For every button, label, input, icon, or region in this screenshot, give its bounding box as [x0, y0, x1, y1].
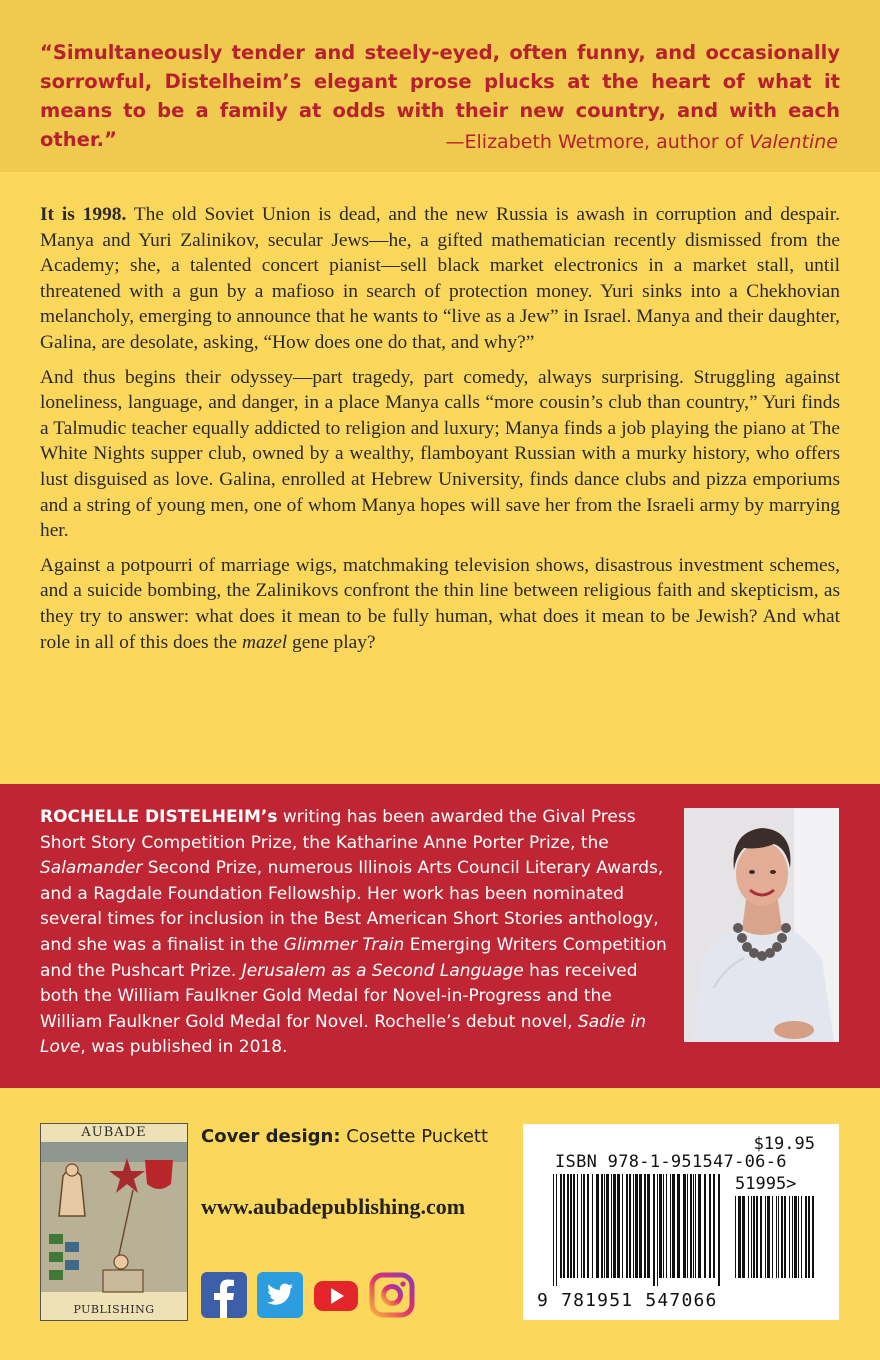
barcode-bar: [592, 1174, 593, 1278]
barcode-bar: [756, 1196, 758, 1278]
barcode-bar: [801, 1196, 802, 1278]
barcode-bars: [553, 1174, 817, 1294]
bio-italic: Jerusalem as a Second Language: [241, 960, 524, 981]
bio-italic: Salamander: [40, 858, 143, 879]
synopsis-paragraph-1: [40, 202, 840, 356]
synopsis-paragraph-3: [40, 553, 840, 655]
barcode-bar: [581, 1174, 582, 1278]
youtube-icon[interactable]: [313, 1272, 359, 1318]
author-name: ROCHELLE DISTELHEIM’s: [40, 807, 278, 827]
isbn-barcode: [523, 1124, 839, 1320]
synopsis-paragraph-2: And thus begins their odyssey—part tragedy, part comedy, always surprising. Struggling against loneliness, language, and danger, in a place Manya calls “more cousin’s club than country,” Yuri finds a Talmudic teacher equally addicted to religion and luxury; Manya finds a job playing the piano at The White Nights supper club, owned by a wealthy, flamboyant Russian with a murky history, who offers lust disguised as love. Galina, enrolled at Hebrew University, finds dance clubs and pizza emporiums and a string of young men, one of whom Manya hopes will save her from the Israeli army by marrying her.: [40, 366, 840, 542]
bio-text: Second Prize, numerous Illinois Arts Council Literary Awards, and a Ragdale Foundation Fellowship. Her work has been nominated several times for inclusion in the Best American Short Stories anthology, and she was a finalist in the: [40, 858, 664, 955]
barcode-bar: [781, 1196, 783, 1278]
barcode-bar: [808, 1196, 810, 1278]
barcode-bar: [812, 1196, 814, 1278]
barcode-bar: [687, 1174, 688, 1278]
barcode-bar: [583, 1174, 585, 1278]
synopsis-text: gene play?: [287, 631, 376, 653]
barcode-bar: [606, 1174, 609, 1278]
barcode-bar: [617, 1174, 620, 1278]
barcode-bar: [573, 1174, 575, 1278]
barcode-bar: [601, 1174, 603, 1278]
facebook-icon[interactable]: [201, 1272, 247, 1318]
barcode-bar: [611, 1174, 612, 1278]
barcode-bar: [635, 1174, 638, 1278]
barcode-bar: [639, 1174, 642, 1278]
barcode-bar: [760, 1196, 762, 1278]
publisher-logo: [40, 1123, 188, 1321]
barcode-bar: [767, 1196, 770, 1278]
barcode-bar: [577, 1174, 578, 1278]
barcode-bar: [670, 1174, 671, 1278]
barcode-bar: [683, 1174, 686, 1278]
barcode-bar: [563, 1174, 565, 1278]
barcode-bar: [792, 1196, 793, 1278]
synopsis-text: Against a potpourri of marriage wigs, matchmaking television shows, disastrous investment schemes, and a suicide bombing, the Zalinikovs confront the thin line between religious faith and skepticism, as they try to answer: what does it mean to be fully human, what does it mean to be Jewish? And what role in all of this does the: [40, 554, 840, 653]
barcode-bar: [657, 1174, 658, 1286]
barcode-bar: [644, 1174, 646, 1278]
bio-text: , was published in 2018.: [80, 1037, 288, 1058]
logo-wordmark-top: AUBADE: [81, 1125, 147, 1140]
quote-attribution: [446, 131, 838, 153]
cover-designer-name: Cosette Puckett: [340, 1126, 489, 1147]
barcode-bar: [604, 1174, 605, 1278]
barcode-bar: [587, 1174, 589, 1278]
barcode-bar: [570, 1174, 572, 1278]
logo-wordmark-bottom: PUBLISHING: [73, 1303, 155, 1316]
barcode-bar: [765, 1196, 766, 1278]
barcode-bar: [753, 1196, 755, 1278]
author-bio-band: [0, 784, 880, 1088]
bio-text: writing has been awarded the Gival Press Short Story Competition Prize, the Katharine Anne Porter Prize, the: [40, 807, 636, 853]
bio-italic: Glimmer Train: [283, 934, 405, 955]
barcode-bar: [653, 1174, 655, 1286]
barcode-bar: [784, 1196, 786, 1278]
barcode-bar: [663, 1174, 664, 1278]
barcode-bar: [695, 1174, 696, 1278]
barcode-bar: [647, 1174, 650, 1278]
barcode-bar: [704, 1174, 706, 1278]
barcode-price: $19.95: [753, 1134, 815, 1154]
attribution-author: —Elizabeth Wetmore, author of: [445, 131, 750, 153]
bio-text: has received both the William Faulkner Gold Medal for Novel-in-Progress and the William Faulkner Gold Medal for Novel. Rochelle’s debut novel,: [40, 960, 638, 1032]
barcode-bar: [553, 1174, 554, 1286]
barcode-bar: [738, 1196, 741, 1278]
barcode-isbn: ISBN 978-1-951547-06-6: [555, 1152, 787, 1172]
barcode-bar: [629, 1174, 631, 1278]
barcode-bar: [735, 1196, 736, 1278]
barcode-bar: [778, 1196, 779, 1278]
review-quote-band: [0, 0, 880, 172]
cover-design-label: Cover design:: [201, 1126, 341, 1147]
barcode-bar: [556, 1174, 557, 1286]
barcode-bar: [666, 1174, 667, 1278]
book-synopsis: [40, 202, 840, 664]
synopsis-text: The old Soviet Union is dead, and the new Russia is awash in corruption and despair. Manya and Yuri Zalinikov, secular Jews—he, a gifted mathematician recently dismissed from the Academy; she, a talented concert pianist—sell black market electronics in a market stall, until threatened with a gun by a mafioso in search of protection money. Yuri sinks into a Chekhovian melancholy, emerging to announce that he wants to “live as a Jew” in Israel. Manya and their daughter, Galina, are desolate, asking, “How does one do that, and why?”: [40, 204, 840, 353]
barcode-bar: [560, 1174, 562, 1278]
barcode-bar: [613, 1174, 616, 1278]
attribution-book-title: Valentine: [749, 131, 838, 153]
barcode-bar: [672, 1174, 675, 1278]
barcode-bar: [798, 1196, 799, 1278]
barcode-bar: [659, 1174, 662, 1278]
barcode-digits: 9 781951 547066: [537, 1290, 718, 1311]
author-photo: [684, 808, 839, 1042]
barcode-bar: [633, 1174, 634, 1278]
barcode-bar: [677, 1174, 680, 1278]
publisher-logo-illustration: [41, 1124, 187, 1320]
barcode-bar: [596, 1174, 599, 1278]
barcode-bar: [772, 1196, 773, 1278]
barcode-bar: [693, 1174, 694, 1278]
barcode-bar: [567, 1174, 569, 1278]
barcode-bar: [709, 1174, 711, 1278]
barcode-bar: [713, 1174, 715, 1278]
social-media-links: [201, 1272, 415, 1320]
author-photo-illustration: [684, 808, 839, 1042]
barcode-bar: [805, 1196, 807, 1278]
bio-italic: Sadie in Love: [40, 1011, 647, 1058]
twitter-icon[interactable]: [257, 1272, 303, 1318]
barcode-bar: [742, 1196, 745, 1278]
barcode-bar: [748, 1196, 749, 1278]
synopsis-lead: It is 1998.: [40, 204, 127, 225]
cover-design-credit: [201, 1126, 488, 1147]
synopsis-italic-word: mazel: [241, 631, 288, 653]
review-quote: “Simultaneously tender and steely-eyed, often funny, and occasionally sorrowful, Distelheim’s elegant prose plucks at the heart of what it means to be a family at odds with their new country, and with each other.”: [40, 41, 840, 151]
barcode-bar: [789, 1196, 790, 1278]
publisher-website-link[interactable]: www.aubadepublishing.com: [201, 1194, 466, 1219]
barcode-bar: [698, 1174, 701, 1278]
barcode-bar: [794, 1196, 797, 1278]
barcode-bar: [626, 1174, 628, 1278]
instagram-icon[interactable]: [369, 1272, 415, 1318]
barcode-bar: [718, 1174, 720, 1286]
barcode-addon-code: 51995>: [735, 1174, 797, 1194]
author-bio: [40, 805, 670, 1061]
barcode-bar: [776, 1196, 777, 1278]
barcode-bar: [751, 1196, 752, 1278]
barcode-bar: [690, 1174, 692, 1278]
barcode-bar: [622, 1174, 623, 1278]
bio-text: Emerging Writers Competition and the Pushcart Prize.: [40, 934, 667, 981]
